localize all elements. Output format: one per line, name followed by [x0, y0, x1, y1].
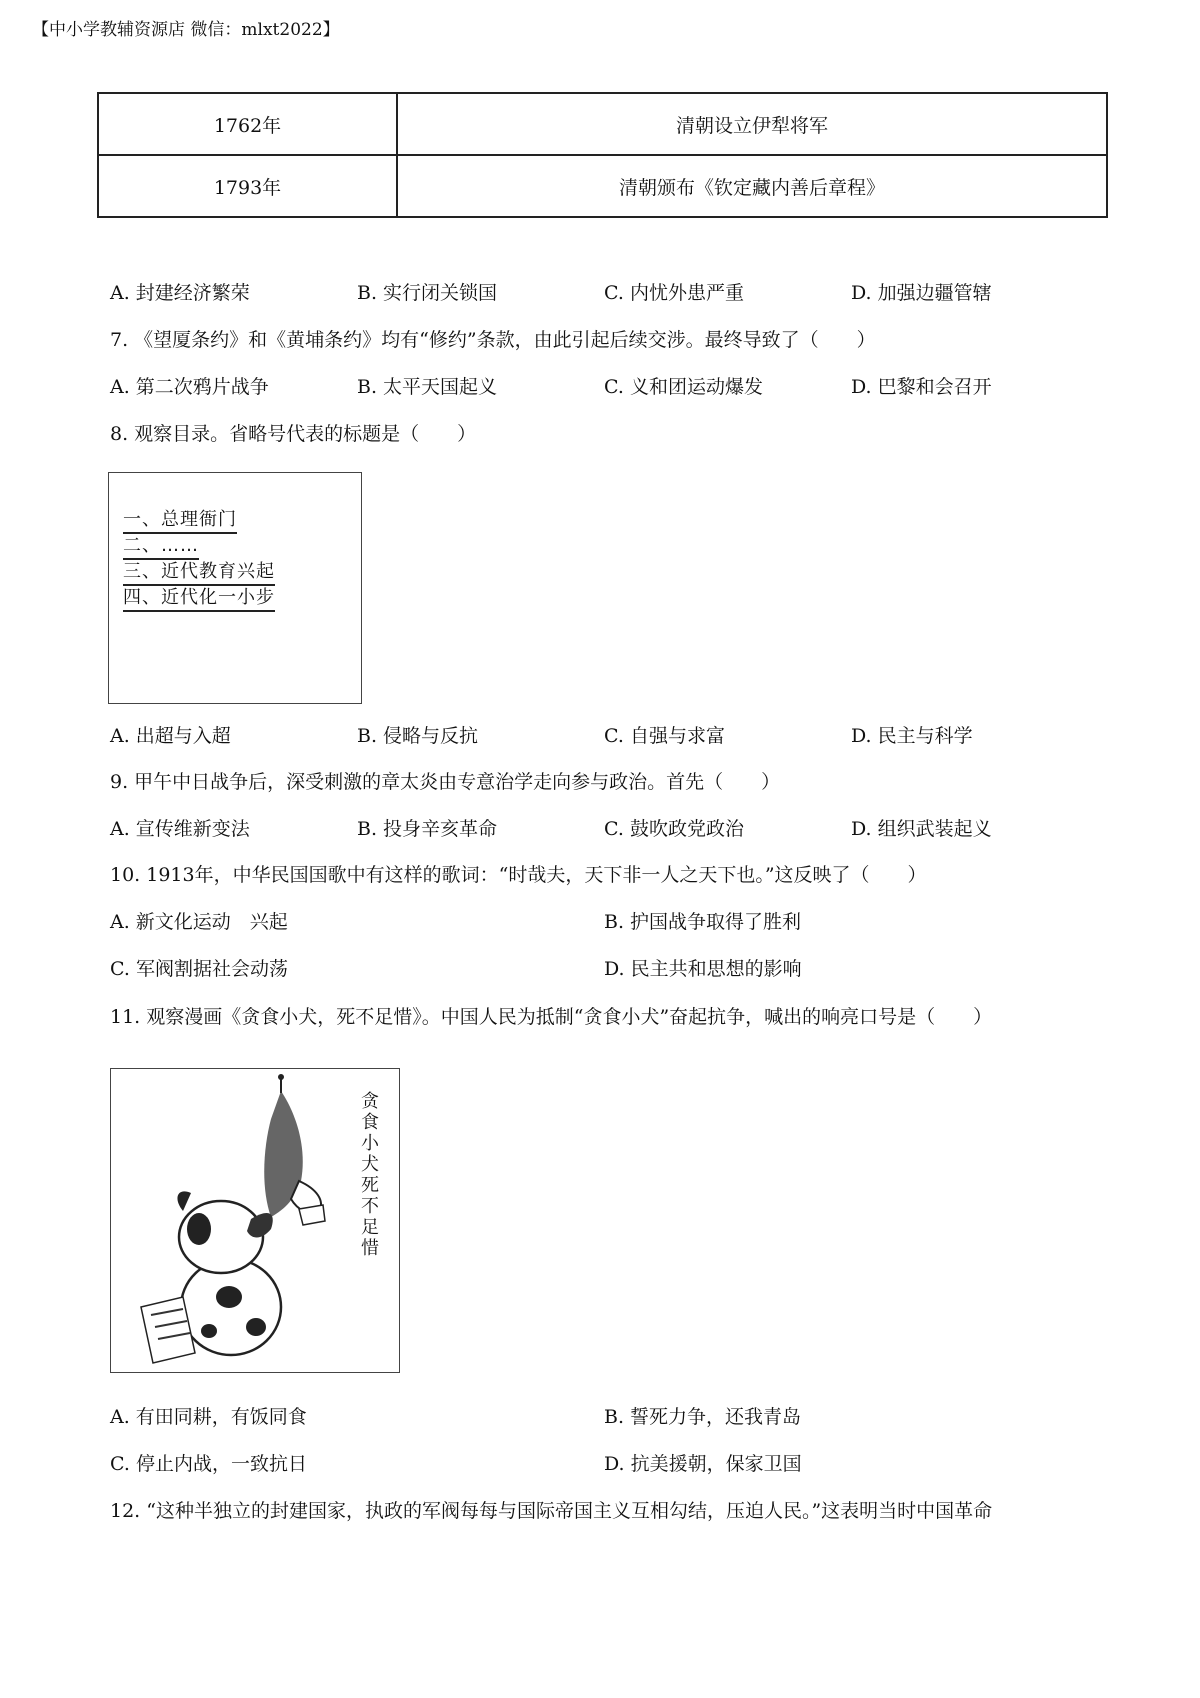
q7-option-c: C. 义和团运动爆发 [604, 376, 763, 398]
q7-option-a: A. 第二次鸦片战争 [110, 376, 269, 398]
q6-option-d: D. 加强边疆管辖 [851, 282, 992, 304]
q10-option-d: D. 民主共和思想的影响 [604, 958, 802, 980]
table-cell-year: 1762年 [98, 93, 397, 155]
q11-option-a: A. 有田同耕，有饭同食 [110, 1406, 307, 1428]
toc-box [108, 472, 362, 704]
q10-option-b: B. 护国战争取得了胜利 [604, 911, 802, 933]
q8-option-d: D. 民主与科学 [851, 725, 973, 747]
page-header: 【中小学教辅资源店 微信：mlxt2022】 [32, 20, 340, 40]
q6-option-a: A. 封建经济繁荣 [110, 282, 250, 304]
table-row [98, 93, 1107, 155]
q11-option-c: C. 停止内战，一致抗日 [110, 1453, 307, 1475]
q8-stem: 8. 观察目录。省略号代表的标题是（ ） [110, 423, 477, 445]
q8-option-c: C. 自强与求富 [604, 725, 725, 747]
q10-option-a: A. 新文化运动 兴起 [110, 911, 288, 933]
q12-stem: 12. “这种半独立的封建国家，执政的军阀每每与国际帝国主义互相勾结，压迫人民。”这表明当时中国革命 [110, 1500, 993, 1522]
q8-option-a: A. 出超与入超 [110, 725, 231, 747]
q6-option-c: C. 内忧外患严重 [604, 282, 744, 304]
q7-option-b: B. 太平天国起义 [357, 376, 498, 398]
table-row [98, 155, 1107, 217]
cartoon-illustration [111, 1069, 399, 1372]
q7-option-d: D. 巴黎和会召开 [851, 376, 992, 398]
q10-option-c: C. 军阀割据社会动荡 [110, 958, 288, 980]
table-cell-event: 清朝设立伊犁将军 [397, 93, 1107, 155]
q6-option-b: B. 实行闭关锁国 [357, 282, 498, 304]
q11-stem: 11. 观察漫画《贪食小犬，死不足惜》。中国人民为抵制“贪食小犬”奋起抗争，喊出的响亮口号是（ ） [110, 1006, 993, 1028]
table-cell-event: 清朝颁布《钦定藏内善后章程》 [397, 155, 1107, 217]
q9-option-a: A. 宣传维新变法 [110, 818, 250, 840]
q9-option-b: B. 投身辛亥革命 [357, 818, 498, 840]
q11-option-b: B. 誓死力争，还我青岛 [604, 1406, 802, 1428]
q7-stem: 7. 《望厦条约》和《黄埔条约》均有“修约”条款，由此引起后续交涉。最终导致了（ ） [110, 329, 876, 351]
toc-item: 四、近代化一小步 [123, 583, 275, 612]
toc-item: 一、总理衙门 [123, 505, 237, 534]
cartoon-caption: 贪食小犬死不足惜 [361, 1091, 379, 1259]
events-table [97, 92, 1108, 218]
q10-stem: 10. 1913年，中华民国国歌中有这样的歌词：“时哉夫，天下非一人之天下也。”这反映了（ ） [110, 864, 927, 886]
q8-option-b: B. 侵略与反抗 [357, 725, 479, 747]
q9-option-c: C. 鼓吹政党政治 [604, 818, 744, 840]
toc-item: 二、…… [123, 531, 199, 560]
toc-item: 三、近代教育兴起 [123, 557, 275, 586]
q9-stem: 9. 甲午中日战争后，深受刺激的章太炎由专意治学走向参与政治。首先（ ） [110, 771, 781, 793]
q9-option-d: D. 组织武装起义 [851, 818, 992, 840]
table-cell-year: 1793年 [98, 155, 397, 217]
cartoon-image [110, 1068, 400, 1373]
q11-option-d: D. 抗美援朝，保家卫国 [604, 1453, 802, 1475]
